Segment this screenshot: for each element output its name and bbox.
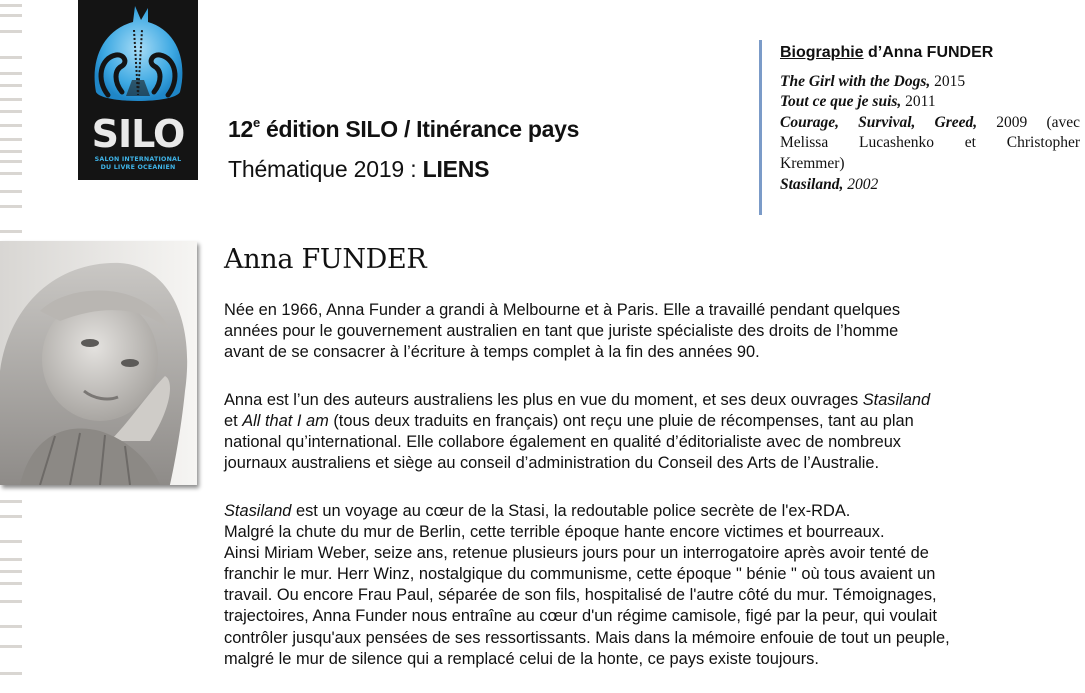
paragraph-line: franchir le mur. Herr Winz, nostalgique du communisme, cette époque " bénie " où tous avaient un — [224, 565, 936, 584]
author-portrait-icon — [0, 241, 197, 485]
paragraph-line: malgré le mur de silence qui a remplacé celui de la honte, ce pays existe toujours. — [224, 649, 819, 668]
text-run: Anna est l’un des auteurs australiens les plus en vue du moment, et ses deux ouvrages — [224, 391, 863, 409]
book-year: 2015 — [930, 72, 966, 90]
paragraph-line: journaux australiens et siège au conseil d’administration du Conseil des Arts de l’Australie. — [224, 454, 880, 473]
edition-heading — [228, 115, 579, 143]
theme-prefix: Thématique 2019 : — [228, 156, 423, 182]
edition-text: édition SILO / Itinérance pays — [259, 116, 580, 142]
edition-ordinal: e — [252, 115, 260, 130]
paragraph-line: contrôler jusqu'aux pensées de ses ressortissants. Mais dans la mémoire enfouie de tout un peuple, — [224, 628, 950, 647]
paragraph-line: avant de se consacrer à l’écriture à temps complet à la fin des années 90. — [224, 343, 760, 362]
edition-number: 12 — [228, 116, 253, 142]
paragraph-line: national qu’international. Elle collabore également en qualité d’éditorialiste avec de nombreux — [224, 433, 902, 452]
book-year: 2009 (avec — [977, 113, 1080, 131]
logo-tagline-line1: SALON INTERNATIONAL — [94, 156, 182, 163]
bibliography-title-underlined: Biographie — [780, 44, 864, 61]
bibliography-title — [780, 43, 1080, 64]
book-year: 2002 — [843, 175, 879, 193]
bibliography-entry-continuation: Melissa Lucashenko et Christopher — [780, 134, 1080, 152]
paragraph-line: années pour le gouvernement australien en tant que juriste spécialiste des droits de l’homme — [224, 322, 899, 341]
book-year: 2011 — [901, 93, 936, 111]
bio-paragraph-1 — [224, 300, 1084, 363]
bibliography-rule — [759, 40, 762, 215]
bibliography-title-rest: d’Anna FUNDER — [863, 44, 994, 61]
book-title: Tout ce que je suis, — [780, 93, 902, 111]
text-run: (tous deux traduits en français) ont reçu une pluie de récompenses, tant au plan — [328, 412, 914, 431]
bibliography-entry — [780, 113, 1080, 134]
text-run: est un voyage au cœur de la Stasi, la redoutable police secrète de l'ex-RDA. — [291, 502, 851, 520]
author-photo — [0, 241, 197, 485]
book-title-italic: Stasiland — [862, 391, 931, 409]
book-title-italic: Stasiland — [224, 502, 292, 520]
book-title-italic: All that I am — [242, 412, 329, 431]
paragraph-line — [224, 411, 1084, 432]
logo-tagline-line2: DU LIVRE OCEANIEN — [100, 164, 176, 171]
book-title: Courage, Survival, Greed, — [780, 113, 978, 131]
logo-wordmark: SILO — [91, 112, 185, 156]
bibliography-entry-continuation: Kremmer) — [780, 154, 845, 172]
bio-paragraph-3 — [224, 501, 1084, 670]
bibliography-box — [780, 43, 1080, 195]
author-name: Anna FUNDER — [224, 244, 427, 275]
paragraph-line — [224, 390, 1084, 411]
book-title: Stasiland, — [780, 175, 844, 193]
text-run: et — [224, 412, 243, 431]
silo-logo — [78, 0, 198, 180]
theme-heading — [228, 156, 489, 183]
paragraph-line — [224, 501, 1084, 522]
bibliography-entry — [780, 175, 1080, 196]
book-title: The Girl with the Dogs, — [780, 72, 931, 90]
bibliography-entry — [780, 92, 1080, 113]
bio-paragraph-2 — [224, 390, 1084, 474]
bibliography-entry — [780, 72, 1080, 93]
paragraph-line: travail. Ou encore Frau Paul, séparée de son fils, hospitalisé de l'autre côté du mur. Témoignages, — [224, 586, 937, 605]
paragraph-line: Née en 1966, Anna Funder a grandi à Melbourne et à Paris. Elle a travaillé pendant quelques — [224, 301, 901, 319]
paragraph-line: trajectoires, Anna Funder nous entraîne au cœur d'un régime camisole, figé par la peur, qui voulait — [224, 607, 937, 626]
theme-value: LIENS — [422, 156, 490, 182]
paragraph-line: Malgré la chute du mur de Berlin, cette terrible époque hante encore victimes et bourreaux. — [224, 523, 885, 542]
octopus-emblem-icon — [78, 0, 198, 120]
paragraph-line: Ainsi Miriam Weber, seize ans, retenue plusieurs jours pour un interrogatoire après avoir tenté de — [224, 544, 929, 563]
